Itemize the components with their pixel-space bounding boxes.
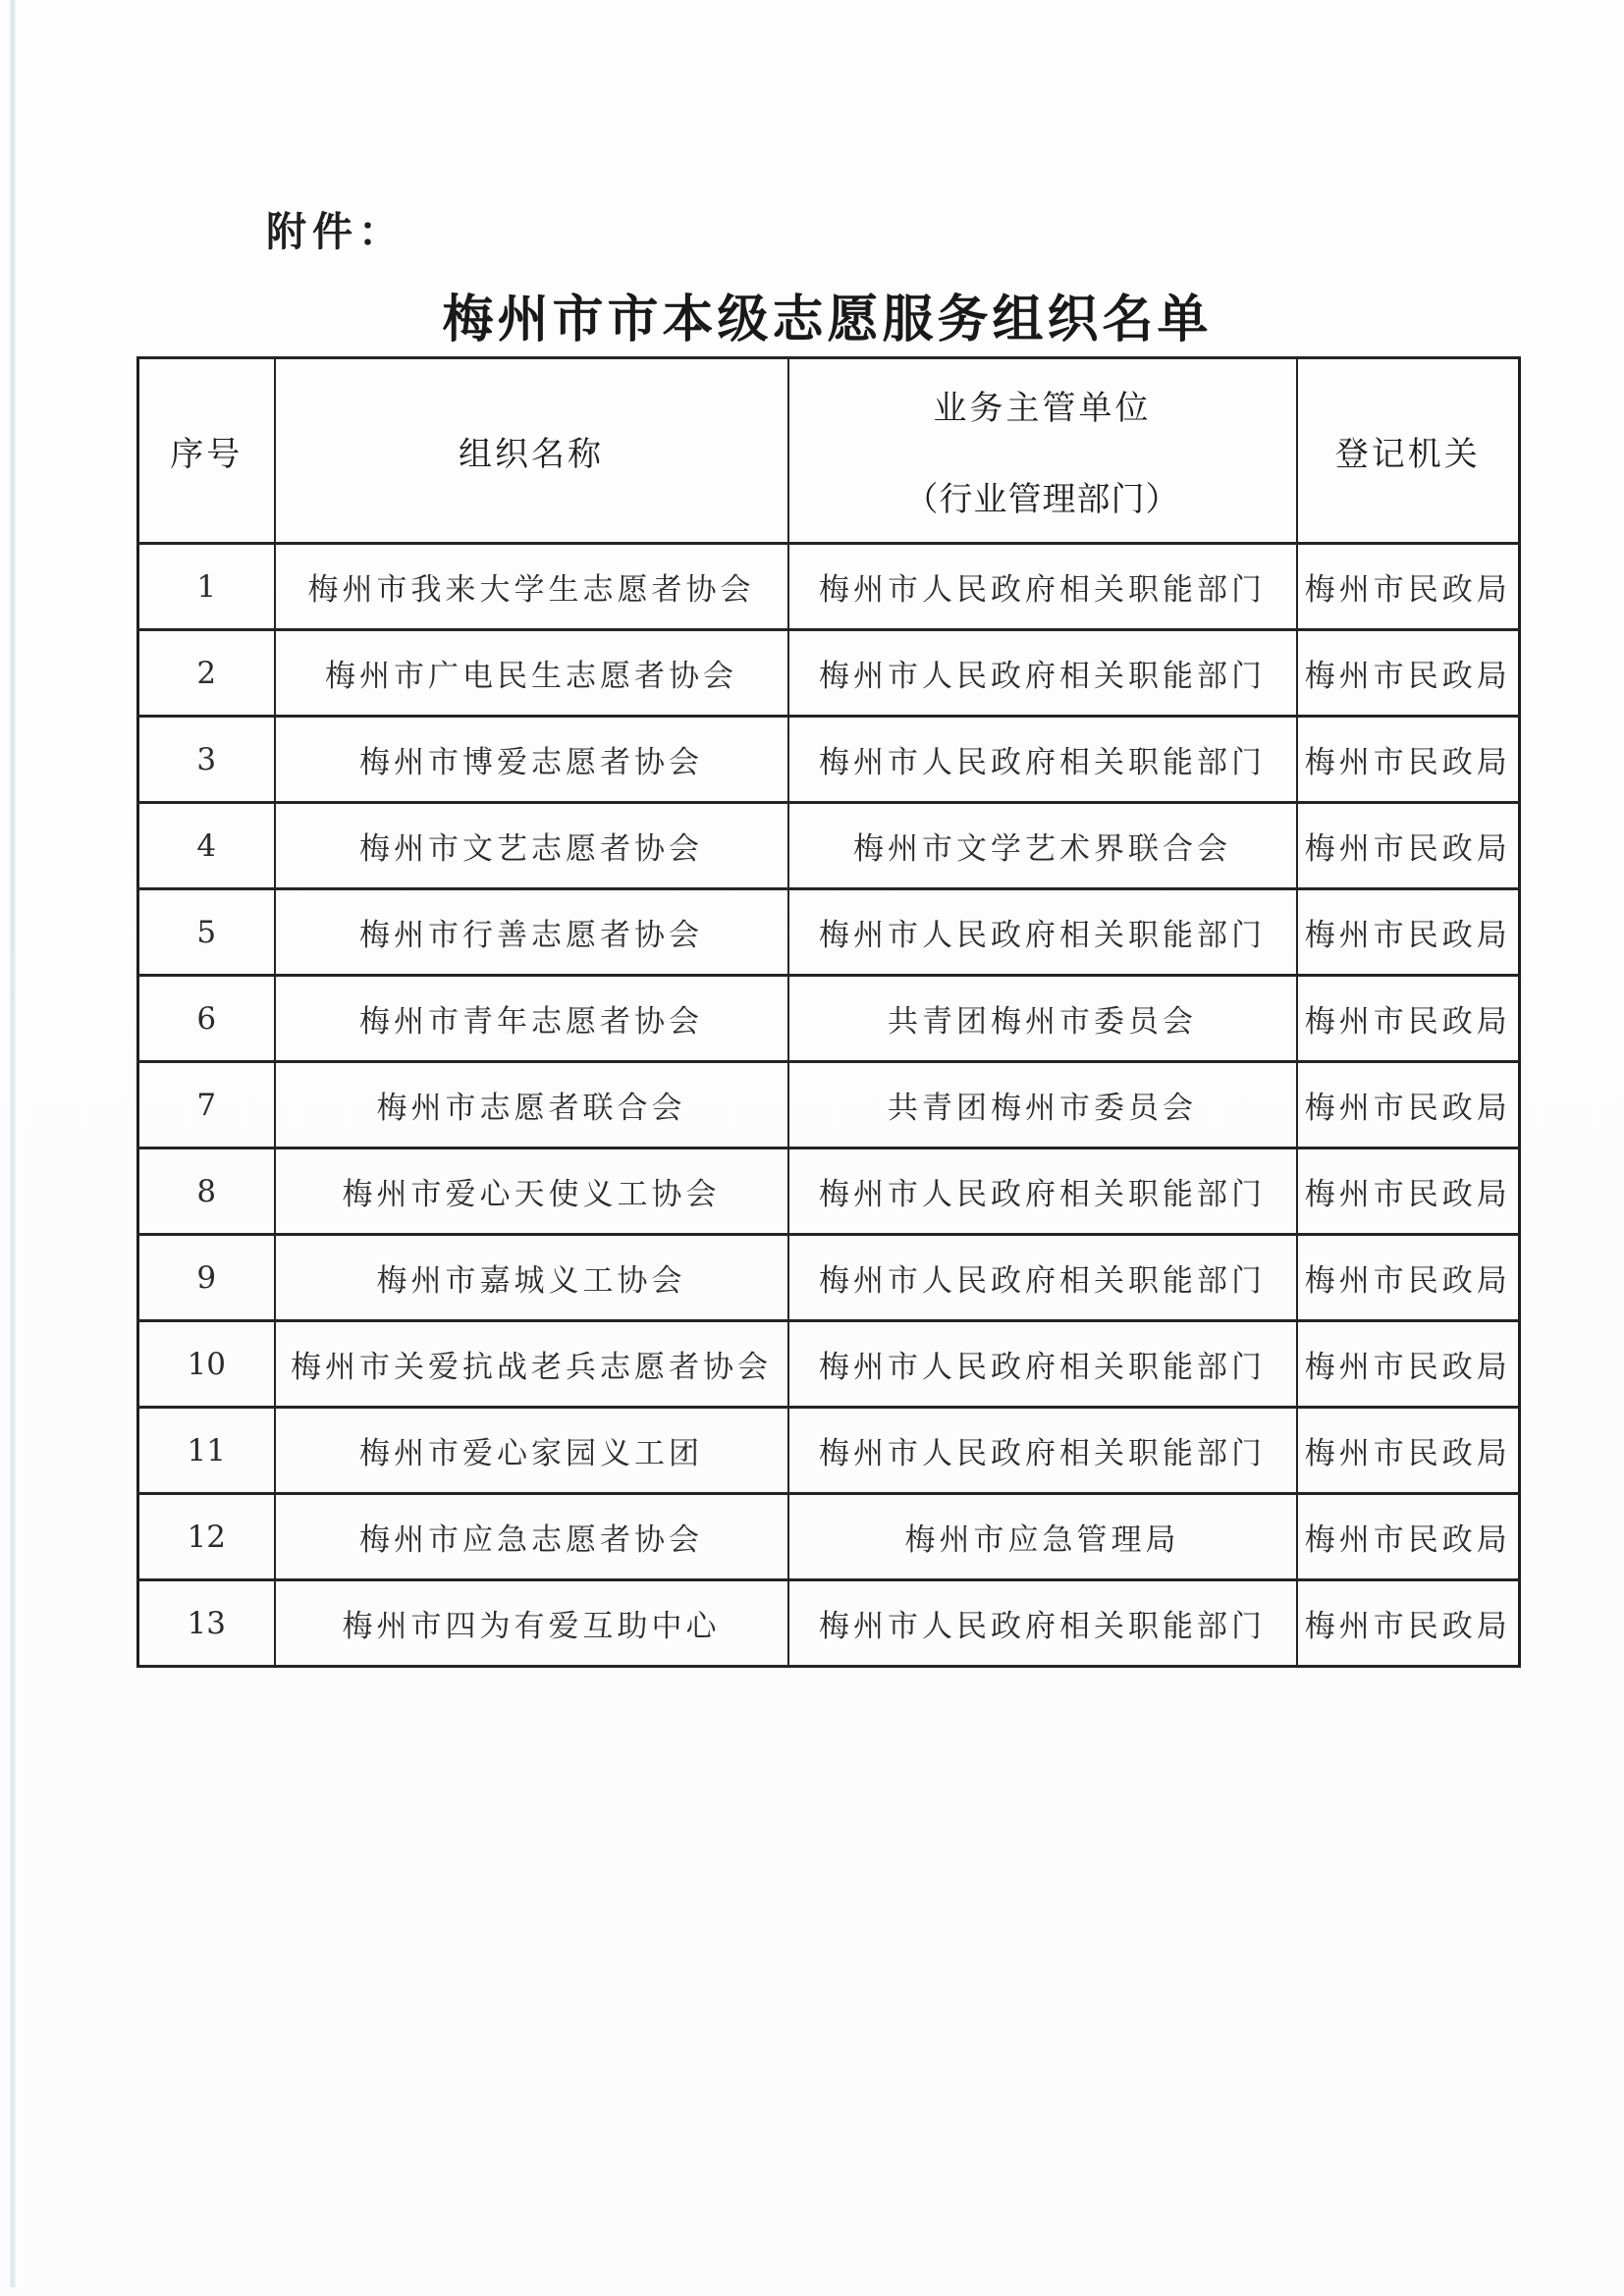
cell-organization-name: 梅州市行善志愿者协会: [275, 889, 788, 976]
cell-serial-number: 2: [138, 630, 275, 717]
cell-registration-authority: 梅州市民政局: [1297, 1408, 1520, 1494]
cell-organization-name: 梅州市青年志愿者协会: [275, 976, 788, 1062]
cell-organization-name: 梅州市爱心家园义工团: [275, 1408, 788, 1494]
cell-organization-name: 梅州市应急志愿者协会: [275, 1494, 788, 1580]
cell-registration-authority: 梅州市民政局: [1297, 889, 1520, 976]
table-row: [138, 889, 1520, 976]
cell-supervisor-unit: 梅州市人民政府相关职能部门: [788, 1321, 1297, 1408]
cell-organization-name: 梅州市关爱抗战老兵志愿者协会: [275, 1321, 788, 1408]
table-row: [138, 1321, 1520, 1408]
cell-supervisor-unit: 梅州市人民政府相关职能部门: [788, 1580, 1297, 1667]
cell-serial-number: 9: [138, 1235, 275, 1321]
header-supervisor-unit-line1: 业务主管单位: [933, 389, 1152, 428]
cell-serial-number: 13: [138, 1580, 275, 1667]
table-row: [138, 630, 1520, 717]
cell-serial-number: 4: [138, 803, 275, 889]
cell-supervisor-unit: 梅州市人民政府相关职能部门: [788, 889, 1297, 976]
table-row: [138, 717, 1520, 803]
cell-supervisor-unit: 梅州市人民政府相关职能部门: [788, 1148, 1297, 1235]
cell-serial-number: 7: [138, 1062, 275, 1148]
cell-registration-authority: 梅州市民政局: [1297, 1580, 1520, 1667]
cell-registration-authority: 梅州市民政局: [1297, 1494, 1520, 1580]
cell-organization-name: 梅州市我来大学生志愿者协会: [275, 544, 788, 630]
cell-registration-authority: 梅州市民政局: [1297, 803, 1520, 889]
table-row: [138, 544, 1520, 630]
table-row: [138, 1408, 1520, 1494]
cell-serial-number: 8: [138, 1148, 275, 1235]
cell-registration-authority: 梅州市民政局: [1297, 1321, 1520, 1408]
cell-supervisor-unit: 共青团梅州市委员会: [788, 976, 1297, 1062]
page-title: 梅州市市本级志愿服务组织名单: [442, 290, 1213, 349]
cell-supervisor-unit: 梅州市应急管理局: [788, 1494, 1297, 1580]
table-row: [138, 1494, 1520, 1580]
cell-registration-authority: 梅州市民政局: [1297, 976, 1520, 1062]
cell-supervisor-unit: 共青团梅州市委员会: [788, 1062, 1297, 1148]
table-body: [138, 544, 1520, 1667]
cell-organization-name: 梅州市文艺志愿者协会: [275, 803, 788, 889]
cell-registration-authority: 梅州市民政局: [1297, 630, 1520, 717]
header-registration-authority: 登记机关: [1297, 358, 1520, 544]
cell-serial-number: 5: [138, 889, 275, 976]
cell-organization-name: 梅州市博爱志愿者协会: [275, 717, 788, 803]
cell-serial-number: 3: [138, 717, 275, 803]
cell-serial-number: 12: [138, 1494, 275, 1580]
table-header-row: [138, 358, 1520, 544]
cell-supervisor-unit: 梅州市人民政府相关职能部门: [788, 544, 1297, 630]
scan-edge-artifact: [10, 0, 16, 2287]
header-organization-name: 组织名称: [275, 358, 788, 544]
cell-serial-number: 10: [138, 1321, 275, 1408]
table-header: [138, 358, 1520, 544]
table-row: [138, 1580, 1520, 1667]
cell-serial-number: 6: [138, 976, 275, 1062]
table-row: [138, 1148, 1520, 1235]
cell-registration-authority: 梅州市民政局: [1297, 717, 1520, 803]
cell-supervisor-unit: 梅州市文学艺术界联合会: [788, 803, 1297, 889]
table-row: [138, 976, 1520, 1062]
header-supervisor-unit-line2: （行业管理部门）: [904, 480, 1180, 519]
cell-registration-authority: 梅州市民政局: [1297, 544, 1520, 630]
cell-supervisor-unit: 梅州市人民政府相关职能部门: [788, 1408, 1297, 1494]
cell-supervisor-unit: 梅州市人民政府相关职能部门: [788, 630, 1297, 717]
attachment-label: 附件：: [266, 208, 405, 255]
table-row: [138, 1062, 1520, 1148]
cell-registration-authority: 梅州市民政局: [1297, 1148, 1520, 1235]
cell-serial-number: 11: [138, 1408, 275, 1494]
cell-organization-name: 梅州市广电民生志愿者协会: [275, 630, 788, 717]
cell-registration-authority: 梅州市民政局: [1297, 1062, 1520, 1148]
table-row: [138, 1235, 1520, 1321]
cell-organization-name: 梅州市志愿者联合会: [275, 1062, 788, 1148]
cell-serial-number: 1: [138, 544, 275, 630]
header-serial-number: 序号: [138, 358, 275, 544]
cell-supervisor-unit: 梅州市人民政府相关职能部门: [788, 717, 1297, 803]
header-supervisor-unit: [788, 358, 1297, 544]
cell-registration-authority: 梅州市民政局: [1297, 1235, 1520, 1321]
organizations-table: [136, 356, 1521, 1668]
table-row: [138, 803, 1520, 889]
cell-organization-name: 梅州市嘉城义工协会: [275, 1235, 788, 1321]
cell-organization-name: 梅州市四为有爱互助中心: [275, 1580, 788, 1667]
cell-organization-name: 梅州市爱心天使义工协会: [275, 1148, 788, 1235]
cell-supervisor-unit: 梅州市人民政府相关职能部门: [788, 1235, 1297, 1321]
